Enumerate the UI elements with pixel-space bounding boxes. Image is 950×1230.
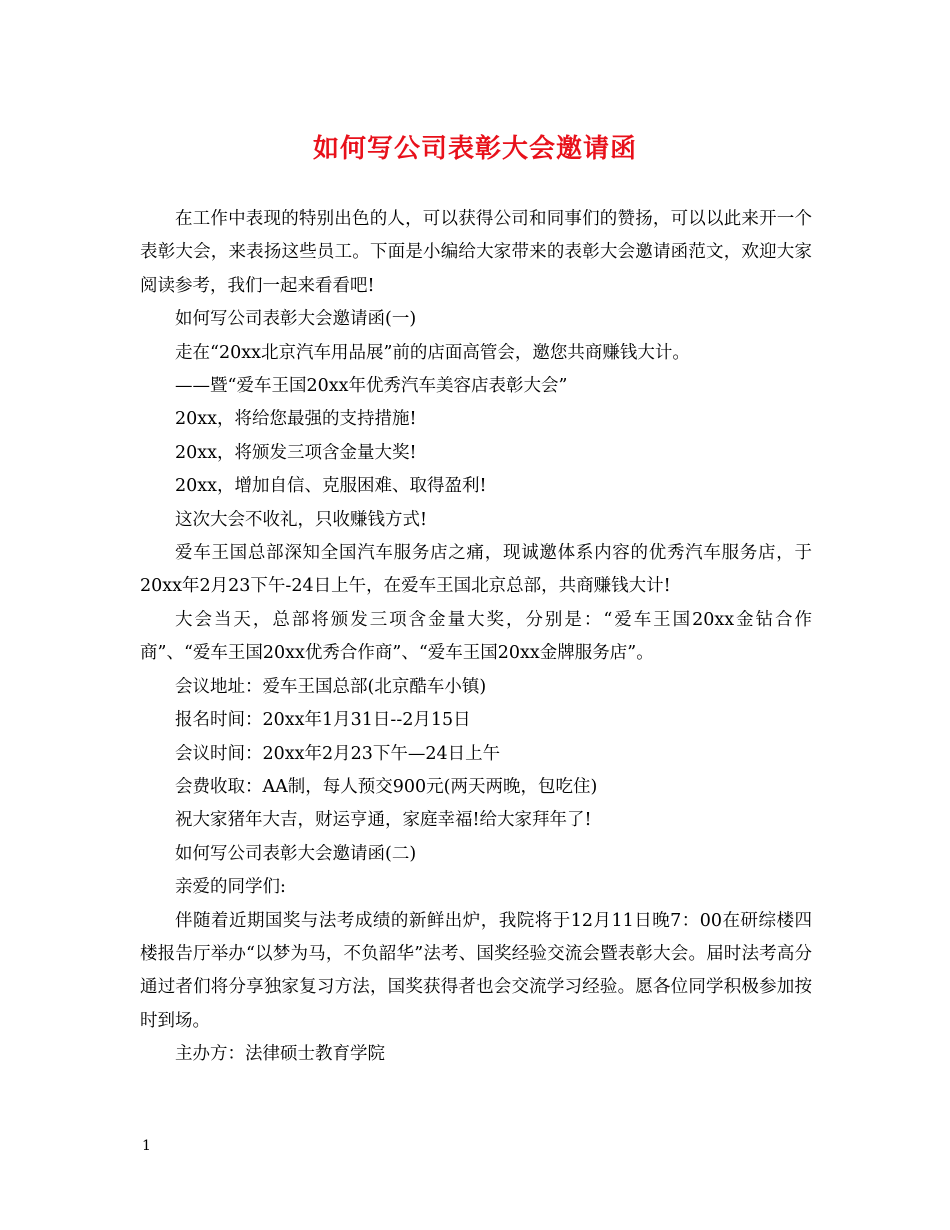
paragraph: ——暨“爱车王国20xx年优秀汽车美容店表彰大会” — [175, 376, 568, 397]
paragraph: 走在“20xx北京汽车用品展”前的店面高管会，邀您共商赚钱大计。 — [175, 342, 690, 363]
paragraph: 20xx，将给您最强的支持措施! — [175, 409, 417, 430]
document-body — [140, 203, 812, 1072]
intro-paragraph: 在工作中表现的特别出色的人，可以获得公司和同事们的赞扬，可以以此来开一个表彰大会，来表扬这些员工。下面是小编给大家带来的表彰大会邀请函范文，欢迎大家阅读参考，我们一起来看看吧! — [140, 209, 812, 296]
meeting-fee: 会费收取：AA制，每人预交900元(两天两晚，包吃住) — [175, 776, 598, 797]
meeting-time: 会议时间：20xx年2月23下午—24日上午 — [175, 743, 501, 764]
salutation: 亲爱的同学们: — [175, 877, 286, 898]
registration-time: 报名时间：20xx年1月31日--2月15日 — [175, 710, 471, 731]
paragraph: 20xx，将颁发三项含金量大奖! — [175, 442, 417, 463]
paragraph: 爱车王国总部深知全国汽车服务店之痛，现诚邀体系内容的优秀汽车服务店，于20xx年2月23下午-24日上午，在爱车王国北京总部，共商赚钱大计! — [140, 543, 812, 597]
paragraph: 20xx，增加自信、克服困难、取得盈利! — [175, 476, 487, 497]
page-title: 如何写公司表彰大会邀请函 — [312, 134, 637, 164]
paragraph: 大会当天，总部将颁发三项含金量大奖，分别是：“爱车王国20xx金钻合作商”、“爱车王国20xx优秀合作商”、“爱车王国20xx金牌服务店”。 — [140, 609, 812, 664]
paragraph: 祝大家猪年大吉，财运亨通，家庭幸福!给大家拜年了! — [175, 810, 592, 831]
paragraph: 伴随着近期国奖与法考成绩的新鲜出炉，我院将于12月11日晚7：00在研综楼四楼报告厅举办“以梦为马，不负韶华”法考、国奖经验交流会暨表彰大会。届时法考高分通过者们将分享独家复习方法，国奖获得者也会交流学习经验。愿各位同学积极参加按时到场。 — [140, 910, 812, 1031]
section-heading-one: 如何写公司表彰大会邀请函(一) — [175, 309, 417, 330]
paragraph: 这次大会不收礼，只收赚钱方式! — [175, 509, 428, 530]
page-number: 1 — [142, 1138, 151, 1154]
meeting-address: 会议地址：爱车王国总部(北京酷车小镇) — [175, 676, 487, 697]
organizer-line: 主办方：法律硕士教育学院 — [175, 1044, 385, 1065]
section-heading-two: 如何写公司表彰大会邀请函(二) — [175, 843, 417, 864]
